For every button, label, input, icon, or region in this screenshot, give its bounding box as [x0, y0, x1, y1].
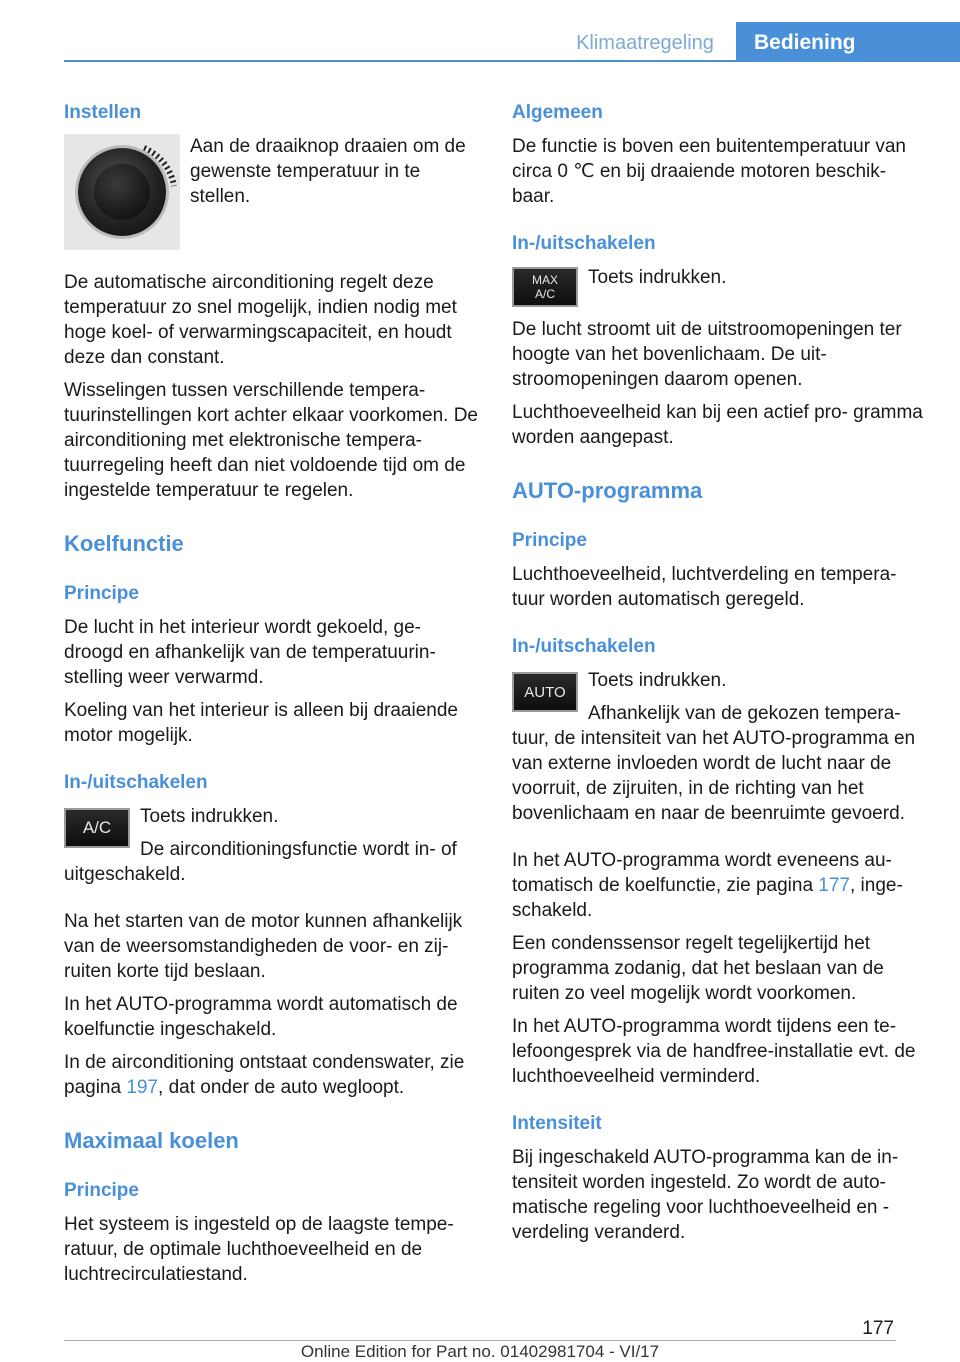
temperature-knob-icon	[64, 134, 180, 250]
edition-text: Online Edition for Part no. 01402981704 - VI/17	[300, 1342, 660, 1361]
paragraph: In het AUTO-programma wordt eveneens au‐ tomatisch de koelfunctie, zie pagina 177, inge‐ schakeld.	[512, 850, 903, 921]
paragraph: Een condenssensor regelt tegelijkertijd het programma zodanig, dat het beslaan van de ruiten zo veel mogelijk wordt voorkomen.	[512, 933, 884, 1004]
page-reference-link[interactable]: 177	[818, 875, 850, 896]
paragraph: Toets indrukken.	[588, 670, 727, 691]
heading-inuitschakelen: In-/uitschakelen	[512, 233, 656, 254]
heading-principe: Principe	[64, 1180, 139, 1201]
page-header	[0, 0, 960, 62]
section-tab[interactable]: Klimaatregeling	[576, 32, 714, 54]
right-column	[512, 100, 930, 1253]
paragraph: De automatische airconditioning regelt deze temperatuur zo snel mogelijk, indien nodig met hoge koel- of verwarmingscapaciteit, en houdt deze dan constant.	[64, 272, 457, 368]
paragraph: De functie is boven een buitentemperatuur van circa 0 ℃ en bij draaiende motoren beschik‐ baar.	[512, 136, 906, 207]
knob-center	[94, 164, 150, 220]
footer-divider	[64, 1340, 896, 1341]
paragraph: Bij ingeschakeld AUTO-programma kan de in‐ tensiteit worden ingesteld. Zo wordt de auto‐ matische regeling voor luchthoeveelheid en - verdeling veranderd.	[512, 1147, 899, 1243]
paragraph: De lucht in het interieur wordt gekoeld, ge‐ droogd en afhankelijk van de temperatuurin‐ stelling weer verwarmd.	[64, 617, 436, 688]
max-ac-button-icon: MAX A/C	[512, 267, 578, 307]
paragraph: Toets indrukken.	[588, 267, 727, 288]
auto-button-block	[512, 668, 930, 834]
heading-algemeen: Algemeen	[512, 102, 603, 123]
paragraph: Na het starten van de motor kunnen afhankelijk van de weersomstandigheden de voor- en zij‐ ruiten korte tijd beslaan.	[64, 911, 463, 982]
header-divider	[64, 60, 960, 62]
paragraph: Toets indrukken.	[140, 806, 279, 827]
paragraph: Luchthoeveelheid kan bij een actief pro‐ gramma worden aangepast.	[512, 402, 923, 448]
paragraph: De airconditioningsfunctie wordt in- of uitgeschakeld.	[64, 839, 457, 885]
paragraph: Afhankelijk van de gekozen tempera‐ tuur, de intensiteit van het AUTO-programma en van externe invloeden wordt de lucht naar de voorruit, de zijruiten, in de richting van het bovenlichaam en naar de beenruimte gevoerd.	[512, 703, 916, 824]
paragraph: Koeling van het interieur is alleen bij draaiende motor mogelijk.	[64, 700, 458, 746]
paragraph: In het AUTO-programma wordt automatisch de koelfunctie ingeschakeld.	[64, 994, 458, 1040]
instellen-block	[64, 134, 480, 256]
paragraph: Luchthoeveelheid, luchtverdeling en tempera‐ tuur worden automatisch geregeld.	[512, 564, 897, 610]
paragraph: In de airconditioning ontstaat condenswater, zie pagina 197, dat onder de auto wegloopt.	[64, 1052, 465, 1098]
page-reference-link[interactable]: 197	[126, 1077, 159, 1098]
heading-auto-programma: AUTO-programma	[512, 478, 703, 503]
ac-button-icon: A/C	[64, 808, 130, 848]
left-column	[64, 100, 480, 1295]
heading-instellen: Instellen	[64, 102, 142, 123]
heading-principe: Principe	[64, 583, 139, 604]
instellen-text: Aan de draaiknop draaien om de gewenste temperatuur in te stellen.	[190, 136, 466, 207]
paragraph: In het AUTO-programma wordt tijdens een te‐ lefoongesprek via de handfree-installatie evt. de luchthoeveelheid verminderd.	[512, 1016, 916, 1087]
heading-inuitschakelen: In-/uitschakelen	[512, 636, 656, 657]
paragraph: Wisselingen tussen verschillende tempera‐ tuurinstellingen kort achter elkaar voorkomen. De airconditioning met elektronische tempera‐ tuurregeling heeft dan niet voldoende tijd om de ingestelde temperatuur te regelen.	[64, 380, 478, 501]
heading-koelfunctie: Koelfunctie	[64, 531, 184, 556]
chapter-tab[interactable]: Bediening	[736, 22, 960, 62]
page-number: 177	[862, 1318, 894, 1339]
auto-button-icon: AUTO	[512, 672, 578, 712]
ac-button-block	[64, 804, 480, 895]
heading-inuitschakelen: In-/uitschakelen	[64, 772, 208, 793]
paragraph: De lucht stroomt uit de uitstroomopeningen ter hoogte van het bovenlichaam. De uit‐ stroomopeningen daarom openen.	[512, 319, 902, 390]
max-ac-button-block	[512, 265, 930, 307]
heading-intensiteit: Intensiteit	[512, 1113, 602, 1134]
paragraph: Het systeem is ingesteld op de laagste tempe‐ ratuur, de optimale luchthoeveelheid en de luchtrecirculatiestand.	[64, 1214, 454, 1285]
heading-maximaal-koelen: Maximaal koelen	[64, 1128, 239, 1153]
heading-principe: Principe	[512, 530, 587, 551]
